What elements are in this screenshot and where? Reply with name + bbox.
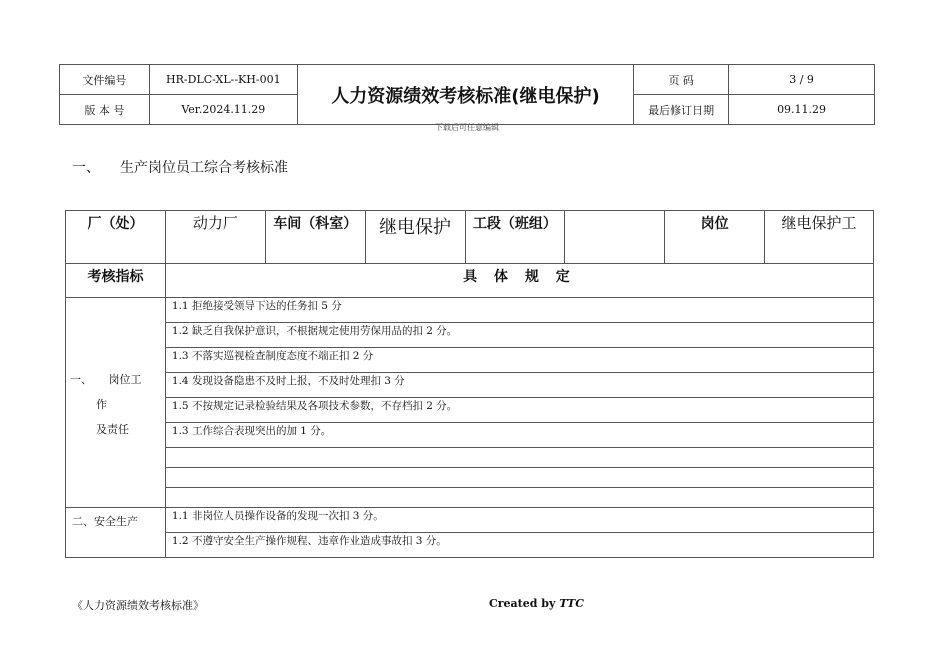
created-by-text: Created by — [489, 597, 556, 610]
version-value: Ver.2024.11.29 — [149, 95, 297, 125]
empty-row — [165, 448, 873, 468]
factory-label: 厂（处） — [66, 211, 166, 264]
list-item: 1.1 拒绝接受领导下达的任务扣 5 分 — [165, 298, 873, 323]
page-label: 页 码 — [634, 65, 729, 95]
document-title: 人力资源绩效考核标准(继电保护) — [297, 65, 634, 125]
section-title: 生产岗位员工综合考核标准 — [120, 160, 288, 176]
list-item: 1.2 缺乏自我保护意识，不根据规定使用劳保用品的扣 2 分。 — [165, 323, 873, 348]
assessment-table — [65, 210, 874, 558]
workshop-label: 车间（科室） — [265, 211, 365, 264]
category1-line2: 作 — [96, 398, 107, 411]
page-number: 3 / 9 — [729, 65, 875, 95]
list-item: 1.2 不遵守安全生产操作规程、违章作业造成事故扣 3 分。 — [165, 533, 873, 558]
empty-row — [165, 468, 873, 488]
section-number: 一、 — [72, 160, 100, 176]
list-item: 1.1 非岗位人员操作设备的发现一次扣 3 分。 — [165, 508, 873, 533]
post-value: 继电保护工 — [765, 211, 874, 264]
category-safety: 二、安全生产 — [66, 508, 166, 558]
list-item: 1.3 工作综合表现突出的加 1 分。 — [165, 423, 873, 448]
category1-line1: 一、 岗位工 — [70, 373, 142, 386]
footer-doc-name: 《人力资源绩效考核标准》 — [72, 599, 204, 612]
version-label: 版 本 号 — [60, 95, 150, 125]
category-job-responsibility — [66, 298, 166, 508]
category1-line3: 及责任 — [96, 423, 129, 436]
workshop-value: 继电保护 — [365, 211, 465, 264]
revised-date-label: 最后修订日期 — [634, 95, 729, 125]
indicator-header: 考核指标 — [66, 264, 166, 298]
list-item: 1.4 发现设备隐患不及时上报，不及时处理扣 3 分 — [165, 373, 873, 398]
section-label: 工段（班组） — [465, 211, 565, 264]
list-item: 1.5 不按规定记录检验结果及各项技术参数，不存档扣 2 分。 — [165, 398, 873, 423]
section-heading — [72, 157, 288, 177]
org-name: TTC — [559, 597, 584, 610]
doc-number-label: 文件编号 — [60, 65, 150, 95]
post-label: 岗位 — [665, 211, 765, 264]
document-header-table — [59, 64, 875, 125]
spec-header: 具 体 规 定 — [165, 264, 873, 298]
factory-value: 动力厂 — [165, 211, 265, 264]
doc-number-value: HR-DLC-XL--KH-001 — [149, 65, 297, 95]
list-item: 1.3 不落实巡视检查制度态度不端正扣 2 分 — [165, 348, 873, 373]
footer-created-by — [489, 597, 584, 610]
revised-date-value: 09.11.29 — [729, 95, 875, 125]
section-value — [565, 211, 665, 264]
empty-row — [165, 488, 873, 508]
edit-note: 下载后可任意编辑 — [435, 123, 499, 132]
